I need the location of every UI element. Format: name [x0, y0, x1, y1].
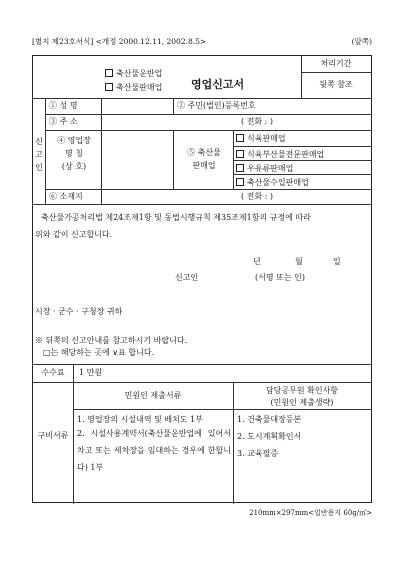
- official-doc-item: 3. 교육필증: [237, 449, 279, 458]
- divider: [301, 72, 371, 73]
- business-type-label: ⑤ 축산물 판매업: [187, 148, 221, 170]
- divider: [45, 130, 371, 131]
- checkbox-business-type[interactable]: 축산물수입판매업: [236, 178, 309, 187]
- rrn-label: ② 주민(법인)등록번호: [177, 101, 256, 110]
- processing-label: 처리기간: [320, 59, 352, 68]
- checkbox-business-type[interactable]: 식육판매업: [236, 134, 286, 143]
- processing-value: 뒷쪽 참조: [319, 80, 353, 89]
- divider: [233, 174, 371, 175]
- divider: [173, 98, 174, 114]
- divider: [73, 364, 74, 504]
- business-name-label: ④ 영업장 명 칭 (상 호): [57, 136, 91, 171]
- addressee: 시장 · 군수 · 구청장 귀하: [35, 307, 123, 316]
- applicant-section-label: 신 고 인: [35, 137, 43, 172]
- location-label: ⑥ 소재지: [49, 192, 83, 201]
- statement-line: 위와 같이 신고합니다.: [35, 230, 113, 239]
- official-docs-header: 담당공무원 확인사항 (민원인 제출생략): [265, 386, 339, 407]
- date-day-label: 일: [333, 257, 341, 266]
- divider: [33, 204, 371, 205]
- official-doc-item: 2. 도시계획확인서: [237, 432, 302, 441]
- divider: [45, 98, 46, 204]
- documents-label: 구비서류: [37, 431, 69, 440]
- date-month-label: 월: [295, 257, 303, 266]
- divider: [233, 130, 234, 189]
- divider: [233, 160, 371, 161]
- notice-line: □는 해당하는 곳에 ∨표 합니다.: [43, 348, 155, 357]
- form-number: [별지 제23호서식] <개정 2000.12.11, 2002.8.5>: [32, 37, 207, 46]
- divider: [33, 364, 371, 365]
- date-year-label: 년: [253, 257, 261, 266]
- divider: [73, 409, 371, 410]
- divider: [101, 98, 102, 204]
- name-label: ① 성 명: [49, 101, 78, 110]
- reporter-label: 신고인: [175, 273, 199, 282]
- phone-field-1[interactable]: ( 전화 : ): [241, 117, 274, 126]
- civil-doc-item: 1. 영업장의 시설내역 및 배치도 1부: [77, 415, 203, 424]
- document-title: 영업신고서: [191, 78, 245, 91]
- official-doc-item: 1. 건축물대장등본: [237, 415, 302, 424]
- civil-doc-item: 2. 시설사용계약서(축산물운반업에 있어서 차고 또는 세차장을 임대하는 경우에 한합니다) 1부: [77, 429, 231, 472]
- address-label: ③ 주 소: [49, 117, 78, 126]
- divider: [233, 146, 371, 147]
- divider: [33, 98, 371, 99]
- statement-line: 축산물가공처리법 제24조제1항 및 동법시행규칙 제35조제1항의 규정에 따라: [41, 213, 311, 222]
- checkbox-business-type[interactable]: 식육부산물전문판매업: [236, 150, 324, 159]
- checkbox-business-type[interactable]: 우유류판매업: [236, 164, 293, 173]
- checkbox-transport[interactable]: 축산물운반업: [105, 69, 162, 78]
- divider: [45, 189, 371, 190]
- paper-size-footer: 210mm×297mm<일반용지 60g/㎡>: [249, 509, 372, 517]
- page-side-label: (앞쪽): [351, 37, 372, 46]
- report-form: [32, 55, 372, 503]
- divider: [45, 114, 371, 115]
- divider: [33, 382, 371, 383]
- fee-label: 수수료: [41, 368, 65, 377]
- checkbox-sales[interactable]: 축산물판매업: [105, 83, 162, 92]
- notice-line: ※ 뒤쪽의 신고안내를 참고하시기 바랍니다.: [35, 336, 188, 345]
- phone-field-2[interactable]: ( 전화 : ): [241, 192, 274, 201]
- signature-field[interactable]: (서명 또는 인): [255, 273, 305, 282]
- fee-value: 1 만원: [79, 368, 103, 377]
- civil-docs-header: 민원인 제출서류: [124, 391, 182, 400]
- divider: [173, 130, 174, 189]
